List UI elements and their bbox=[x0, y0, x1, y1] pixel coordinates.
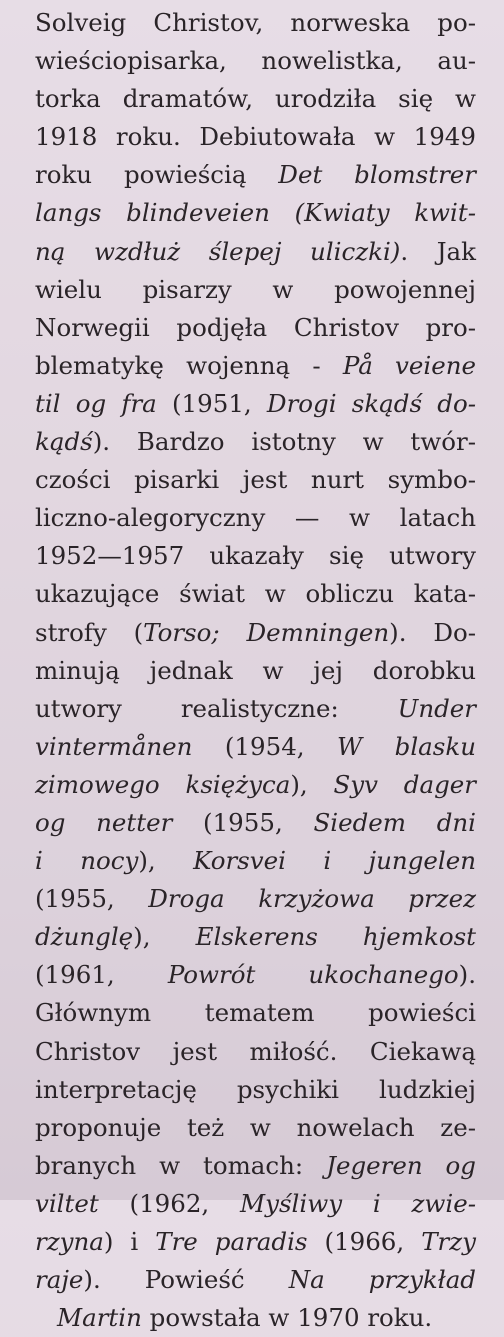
italic-title-text: Jegeren og bbox=[326, 1150, 476, 1180]
text-line bbox=[35, 1261, 476, 1299]
text-line bbox=[35, 690, 476, 728]
text-line bbox=[35, 918, 476, 956]
body-text: (1951, bbox=[156, 388, 267, 418]
text-line-content bbox=[35, 233, 476, 271]
text-line bbox=[35, 994, 476, 1032]
text-line-content bbox=[35, 309, 476, 347]
body-text: 1952—1957 ukazały się utwory bbox=[35, 541, 476, 571]
text-line-content bbox=[35, 42, 476, 80]
text-line bbox=[35, 804, 476, 842]
italic-title-text: W blasku bbox=[337, 731, 476, 761]
text-line bbox=[35, 499, 476, 537]
text-line bbox=[35, 309, 476, 347]
italic-title-text: vintermånen bbox=[35, 731, 193, 761]
text-line bbox=[35, 537, 476, 575]
text-line-content bbox=[35, 1185, 476, 1223]
text-line bbox=[35, 766, 476, 804]
text-line bbox=[35, 233, 476, 271]
text-line bbox=[35, 880, 476, 918]
text-line-content bbox=[35, 118, 476, 156]
body-text: ). bbox=[458, 960, 476, 990]
italic-title-text: Elskerens hjemkost bbox=[195, 922, 476, 952]
italic-title-text: Droga krzyżowa przez bbox=[148, 884, 476, 914]
text-line-content bbox=[35, 156, 476, 194]
text-line bbox=[35, 652, 476, 690]
italic-title-text: Det blomstrer bbox=[278, 160, 476, 190]
body-text: czości pisarki jest nurt symbo- bbox=[35, 465, 476, 495]
body-text: ), bbox=[290, 769, 334, 799]
text-line-content bbox=[35, 766, 476, 804]
text-line bbox=[35, 842, 476, 880]
body-text: (1955, bbox=[172, 807, 314, 837]
text-line bbox=[35, 347, 476, 385]
body-text: proponuje też w nowelach ze- bbox=[35, 1112, 476, 1142]
italic-title-text: Korsvei i jungelen bbox=[193, 846, 477, 876]
text-line-content bbox=[35, 423, 476, 461]
text-line bbox=[35, 194, 476, 232]
text-line-content bbox=[35, 880, 476, 918]
italic-title-text: Siedem dni bbox=[313, 807, 476, 837]
italic-title-text: til og fra bbox=[35, 388, 157, 418]
italic-title-text: Myśliwy i zwie- bbox=[240, 1188, 476, 1218]
text-line-content bbox=[35, 652, 476, 690]
text-line bbox=[35, 575, 476, 613]
body-text: Solveig Christov, norweska po- bbox=[35, 8, 476, 37]
body-paragraph bbox=[35, 4, 476, 1337]
body-text: ukazujące świat w obliczu kata- bbox=[35, 579, 476, 609]
text-line bbox=[35, 156, 476, 194]
text-line-content bbox=[35, 4, 476, 42]
body-text: ), bbox=[138, 846, 194, 876]
text-line-content bbox=[35, 1261, 476, 1299]
italic-title-text: Martin bbox=[57, 1303, 142, 1333]
text-line bbox=[35, 728, 476, 766]
body-text: roku powieścią bbox=[35, 160, 279, 190]
body-text: ). Powieść bbox=[83, 1265, 289, 1295]
body-text: ), bbox=[133, 922, 196, 952]
body-text: 1918 roku. Debiutowała w 1949 bbox=[35, 122, 476, 152]
text-line-content bbox=[35, 1223, 476, 1261]
body-text: ). Do- bbox=[389, 617, 476, 647]
text-line-content bbox=[35, 1109, 476, 1147]
italic-title-text: ną wzdłuż ślepej uliczki) bbox=[35, 236, 401, 266]
italic-title-text: i nocy bbox=[35, 846, 139, 876]
text-line bbox=[35, 80, 476, 118]
text-line-content bbox=[35, 1033, 476, 1071]
text-line bbox=[35, 118, 476, 156]
italic-title-text: Powrót ukochanego bbox=[167, 960, 459, 990]
italic-title-text: viltet bbox=[35, 1188, 99, 1218]
body-text: (1966, bbox=[307, 1227, 422, 1256]
body-text: Christov jest miłość. Ciekawą bbox=[35, 1036, 476, 1066]
text-line bbox=[35, 1033, 476, 1071]
text-line-content bbox=[35, 804, 476, 842]
body-text: liczno-alegoryczny — w latach bbox=[35, 503, 476, 533]
italic-title-text: langs blindeveien (Kwiaty kwit- bbox=[35, 198, 476, 228]
text-line bbox=[35, 956, 476, 994]
text-line bbox=[35, 1109, 476, 1147]
body-text: wieściopisarka, nowelistka, au- bbox=[35, 46, 476, 76]
italic-title-text: Torso; Demningen bbox=[143, 617, 390, 647]
text-line-content bbox=[35, 194, 476, 232]
italic-title-text: dżunglę bbox=[35, 922, 134, 952]
body-text: Norwegii podjęła Christov pro- bbox=[35, 312, 476, 342]
text-line bbox=[35, 1223, 476, 1261]
italic-title-text: zimowego księżyca bbox=[35, 769, 291, 799]
text-line-content bbox=[35, 1071, 476, 1109]
italic-title-text: Na przykład bbox=[288, 1265, 476, 1295]
text-line-content bbox=[35, 690, 476, 728]
italic-title-text: kądś bbox=[35, 427, 93, 457]
text-line-content bbox=[35, 994, 476, 1032]
italic-title-text: raje bbox=[35, 1265, 84, 1295]
body-text: strofy ( bbox=[35, 617, 144, 647]
body-text: ). Bardzo istotny w twór- bbox=[92, 427, 476, 457]
body-text: branych w tomach: bbox=[35, 1150, 327, 1180]
text-line bbox=[35, 1185, 476, 1223]
text-line bbox=[35, 4, 476, 42]
italic-title-text: Under bbox=[397, 693, 476, 723]
text-line-content bbox=[35, 728, 476, 766]
text-line bbox=[35, 423, 476, 461]
text-line-content bbox=[35, 842, 476, 880]
text-line-content bbox=[35, 575, 476, 613]
body-text: utwory realistyczne: bbox=[35, 693, 398, 723]
text-line bbox=[35, 1071, 476, 1109]
text-line-content bbox=[35, 499, 476, 537]
body-text: (1962, bbox=[98, 1188, 241, 1218]
text-line-content bbox=[35, 385, 476, 423]
body-text: wielu pisarzy w powojennej bbox=[35, 274, 476, 304]
body-text: . Jak bbox=[400, 236, 476, 266]
body-text: minują jednak w jej dorobku bbox=[35, 655, 476, 685]
body-text: ) i bbox=[103, 1227, 156, 1256]
text-line-content bbox=[35, 461, 476, 499]
body-text: (1961, bbox=[35, 960, 168, 990]
body-text: (1954, bbox=[192, 731, 338, 761]
text-line-content bbox=[35, 614, 476, 652]
text-line-content bbox=[35, 80, 476, 118]
body-text: powstała w 1970 roku. bbox=[141, 1303, 433, 1333]
body-text: Głównym tematem powieści bbox=[35, 998, 476, 1028]
text-line bbox=[35, 461, 476, 499]
text-line bbox=[35, 271, 476, 309]
text-line bbox=[35, 1299, 476, 1337]
body-text: (1955, bbox=[35, 884, 149, 914]
text-line bbox=[35, 385, 476, 423]
italic-title-text: Trzy bbox=[421, 1227, 476, 1256]
italic-title-text: Drogi skądś do- bbox=[266, 388, 476, 418]
text-line-content bbox=[35, 956, 476, 994]
text-line bbox=[35, 42, 476, 80]
body-text: blematykę wojenną - bbox=[35, 350, 343, 380]
italic-title-text: rzyna bbox=[35, 1227, 104, 1256]
text-line-content bbox=[35, 918, 476, 956]
italic-title-text: Syv dager bbox=[333, 769, 476, 799]
italic-title-text: Tre paradis bbox=[155, 1227, 308, 1256]
text-line bbox=[35, 614, 476, 652]
text-line-content bbox=[35, 271, 476, 309]
body-text: interpretację psychiki ludzkiej bbox=[35, 1074, 476, 1104]
text-line-content bbox=[57, 1299, 476, 1337]
text-line-content bbox=[35, 537, 476, 575]
text-line-content bbox=[35, 347, 476, 385]
italic-title-text: På veiene bbox=[342, 350, 476, 380]
body-text: torka dramatów, urodziła się w bbox=[35, 84, 476, 114]
italic-title-text: og netter bbox=[35, 807, 173, 837]
text-line bbox=[35, 1147, 476, 1185]
text-line-content bbox=[35, 1147, 476, 1185]
